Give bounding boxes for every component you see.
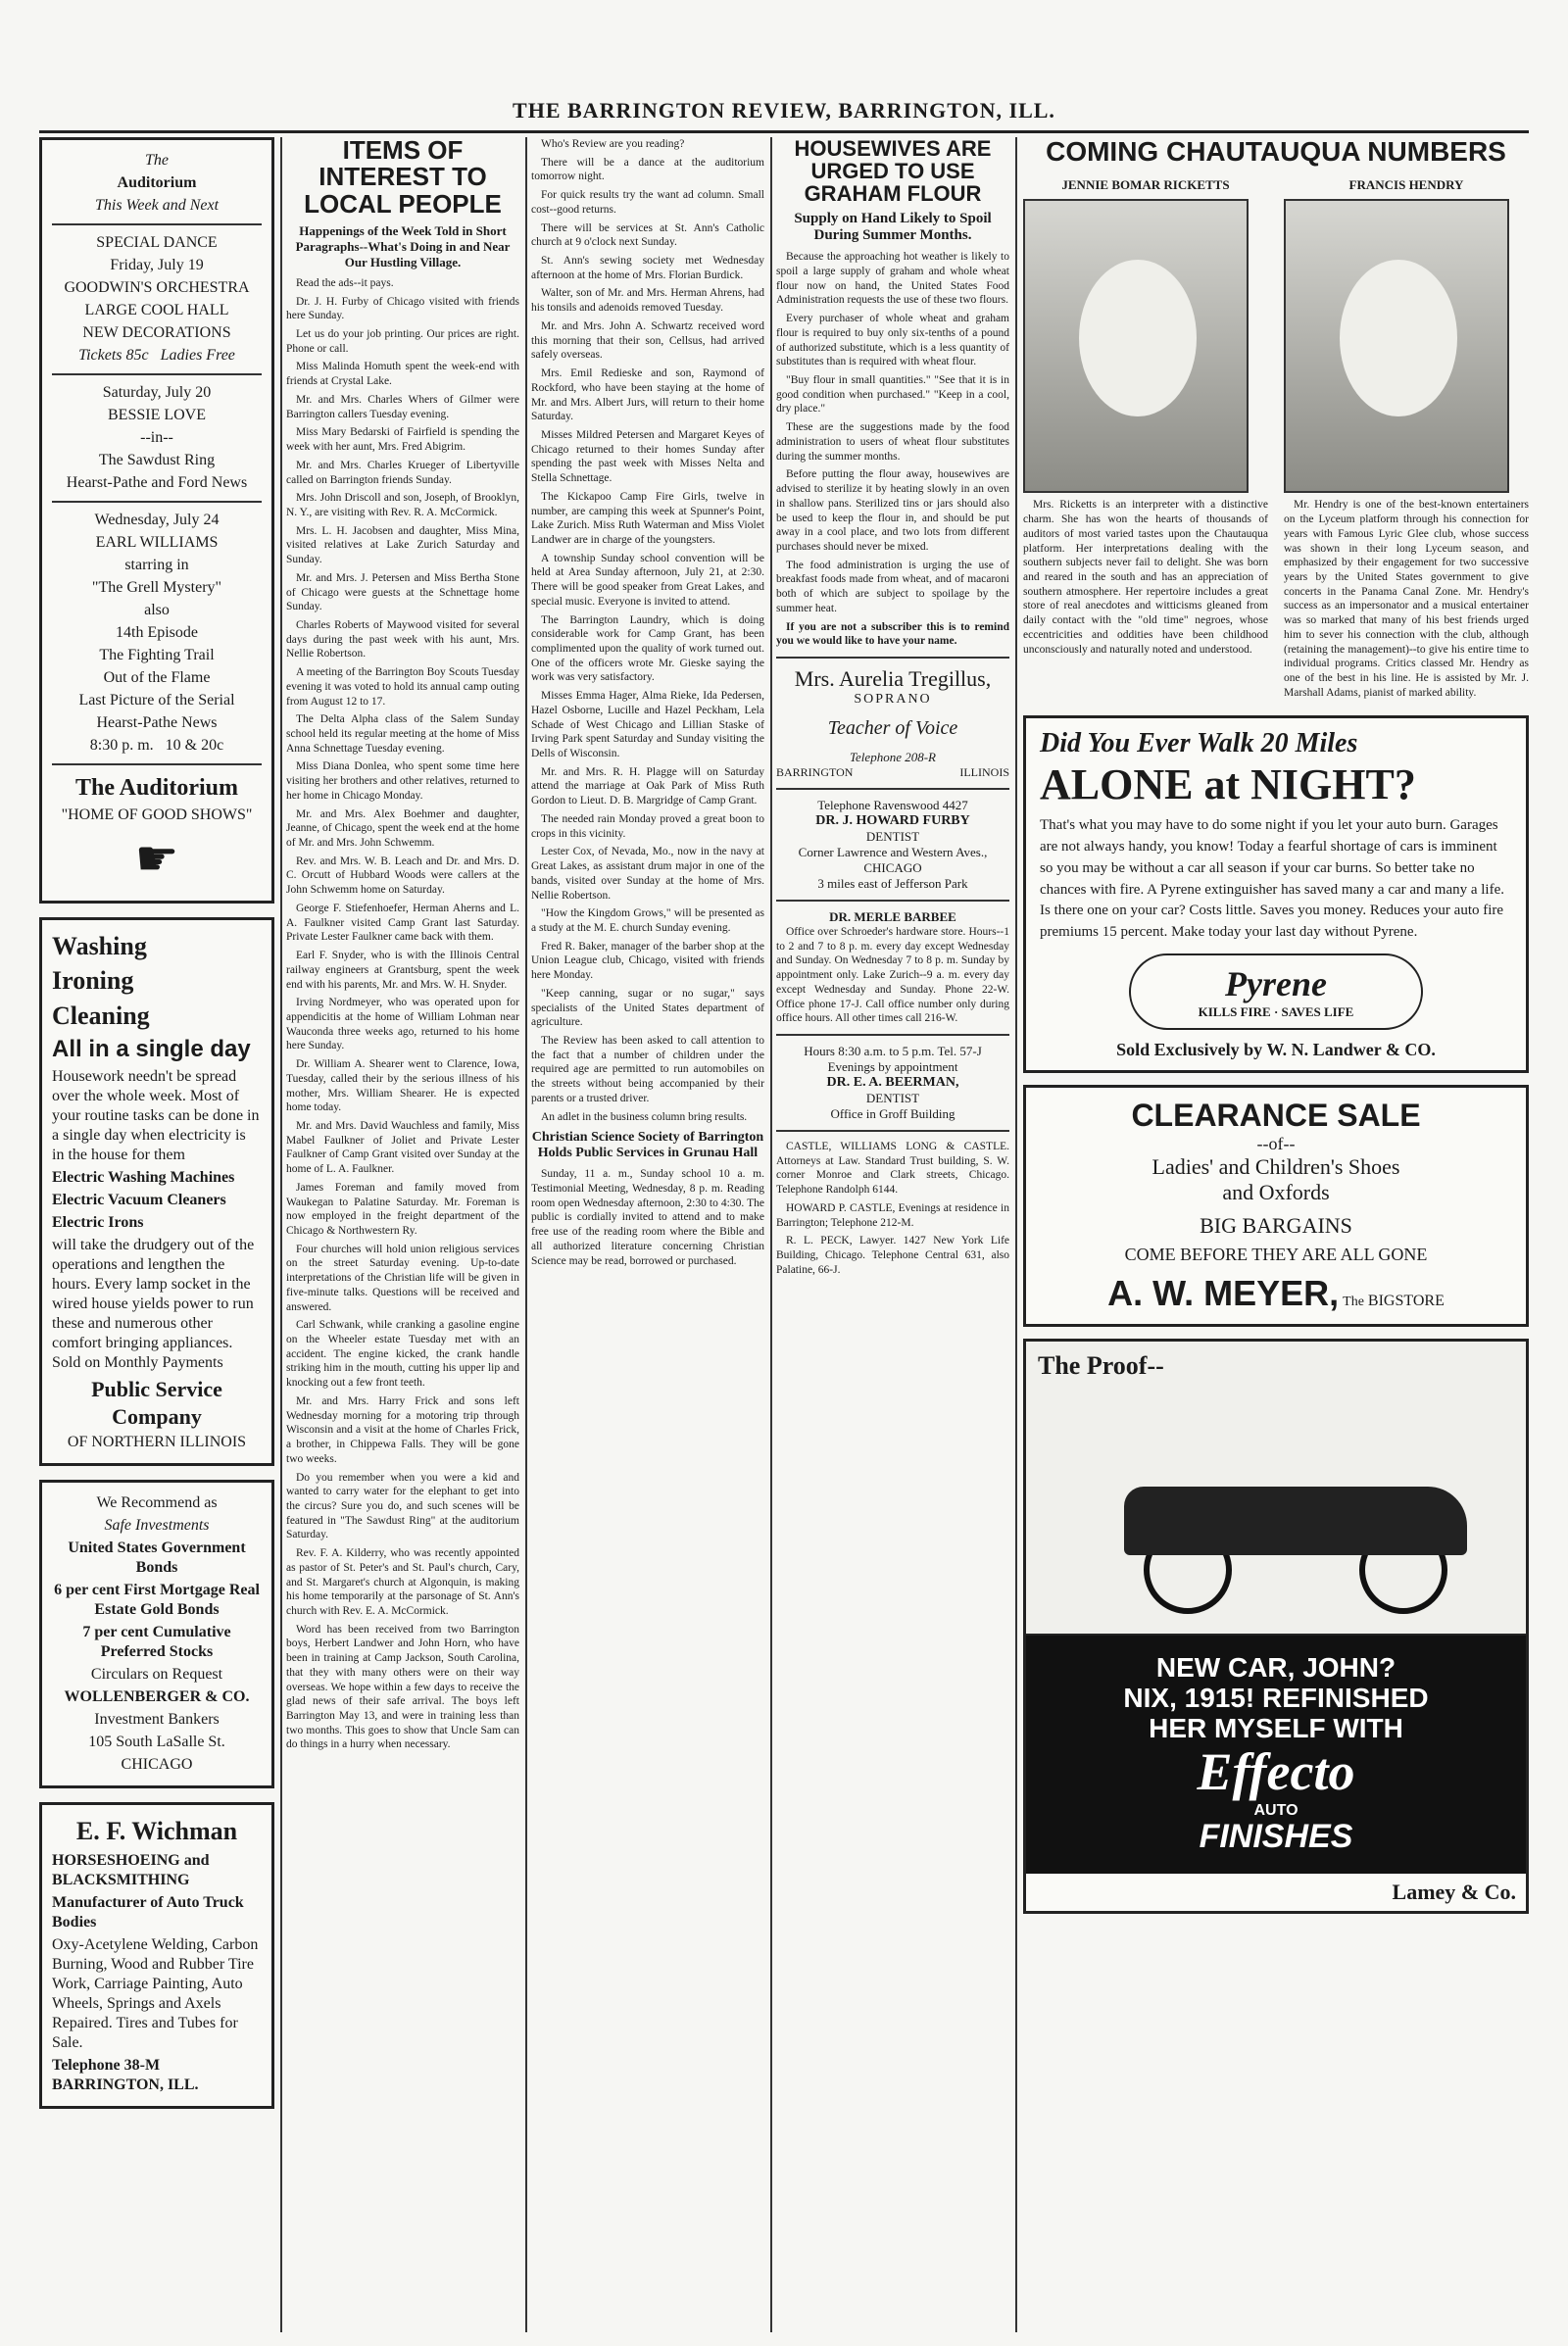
special-date: Friday, July 19: [110, 257, 204, 273]
furby-chicago: CHICAGO: [863, 859, 922, 875]
column-items: [286, 137, 519, 2332]
grell-mystery: "The Grell Mystery": [91, 579, 222, 596]
locals-paragraph: There will be services at St. Ann's Catholic church at 9 o'clock next Sunday.: [531, 221, 764, 249]
cs-headline: Christian Science Society of Barrington Holds Public Services in Grunau Hall: [531, 1130, 764, 1161]
wednesday-date: Wednesday, July 24: [94, 512, 220, 528]
items-paragraph: Mr. and Mrs. J. Petersen and Miss Bertha Stone of Chicago were guests at the Schnettage home Sunday.: [286, 571, 519, 613]
invest-ad: [39, 1480, 274, 1788]
beerman: DR. E. A. BEERMAN,: [826, 1075, 959, 1090]
locals-paragraph: "How the Kingdom Grows," will be presented as a study at the M. E. church Sunday evening.: [531, 907, 764, 934]
starring: starring in: [124, 557, 189, 573]
wichman-l2: Manufacturer of Auto Truck Bodies: [52, 1893, 244, 1931]
barbee: DR. MERLE BARBEE: [829, 908, 956, 924]
electric-vacuum: Electric Vacuum Cleaners: [52, 1192, 226, 1208]
column-flour: [776, 137, 1009, 2332]
show-time: 8:30 p. m.: [89, 737, 154, 754]
items-paragraph: Mr. and Mrs. Alex Boehmer and daughter, Jeanne, of Chicago, spent the week end at the home of Mr. and Mrs. John Schwemm.: [286, 807, 519, 850]
locals-paragraph: Misses Mildred Petersen and Margaret Keyes of Chicago returned to their homes Sunday after spending the past week with Misses Nelta and Stella Schnettage.: [531, 428, 764, 485]
castle-2: HOWARD P. CASTLE, Evenings at residence in Barrington; Telephone 212-M.: [776, 1201, 1009, 1229]
column-ads-left: [39, 137, 274, 2332]
washing-body-2: will take the drudgery out of the operations and lengthen the hours. Every lamp socket in the wired house yields power to run these and numerous other comfort bringing appliances. Sold on Monthly Payments: [52, 1237, 255, 1371]
flour-paragraph: Before putting the flour away, housewives are advised to sterilize it by heating slowly in an oven in shallow pans. Sterilized tins or jars should also be used to keep the flour in, and should be put away in a cool place, and two lots from different purchases should never be mixed.: [776, 468, 1009, 553]
masthead: THE BARRINGTON REVIEW, BARRINGTON, ILL.: [39, 98, 1529, 133]
flour-subhead: Supply on Hand Likely to Spoil During Summer Months.: [794, 211, 992, 244]
items-paragraph: Mr. and Mrs. Charles Whers of Gilmer were Barrington callers Tuesday evening.: [286, 393, 519, 420]
locals-paragraph: Walter, son of Mr. and Mrs. Herman Ahrens, had his tonsils and adenoids removed Tuesday.: [531, 287, 764, 315]
pyrene-body: That's what you may have to do some night if you let your auto burn. Garages are not always handy, you know! Today a fearful shortage of cars is imminent so you may be without a car all season if your car burns. So better take no chances with fire. A Pyrene extinguisher has saved many a car and many a life. Is there one on your car? Costs little. Saves you money. Reduces your auto fire premiums 15 percent. Make today your last day without Pyrene.: [1040, 817, 1505, 941]
items-paragraph: James Foreman and family moved from Waukegan to Palatine Saturday. Mr. Foreman is now employed in the freight department of the Chicago & Northwestern Ry.: [286, 1181, 519, 1238]
furby: DR. J. HOWARD FURBY: [815, 812, 970, 828]
bessie-love: BESSIE LOVE: [108, 407, 206, 423]
items-paragraph: Miss Mary Bedarski of Fairfield is spending the week with her aunt, Mrs. Fred Abigrim.: [286, 426, 519, 454]
the-proof: The Proof--: [1038, 1350, 1164, 1380]
cool-hall: LARGE COOL HALL: [84, 302, 229, 318]
invest-l2: Safe Investments: [104, 1517, 210, 1534]
subscriber-notice: If you are not a subscriber this is to remind you we would like to have your name.: [776, 620, 1009, 648]
ironing: Ironing: [52, 966, 134, 995]
items-paragraph: Mr. and Mrs. Harry Frick and sons left Wednesday morning for a motoring trip through Wisconsin and a visit at the home of Charles Frick, a brother, in Chippewa Falls. They will be gone two weeks.: [286, 1394, 519, 1465]
decorations: NEW DECORATIONS: [82, 324, 231, 341]
items-paragraph: Miss Malinda Homuth spent the week-end with friends at Crystal Lake.: [286, 361, 519, 388]
ricketts-name: JENNIE BOMAR RICKETTS: [1061, 177, 1230, 193]
locals-paragraph: Who's Review are you reading?: [541, 138, 685, 150]
effecto-l2: NIX, 1915! REFINISHED: [1123, 1682, 1429, 1713]
special-dance: SPECIAL DANCE: [96, 234, 218, 251]
furby-addr: Corner Lawrence and Western Aves.,: [798, 844, 988, 859]
bigstore: BIGSTORE: [1367, 1292, 1445, 1309]
locals-paragraph: The needed rain Monday proved a great boon to crops in this vicinity.: [531, 812, 764, 840]
beerman-office: Office in Groff Building: [830, 1106, 956, 1121]
beerman-dentist: DENTIST: [865, 1091, 920, 1105]
single-day: All in a single day: [52, 1036, 251, 1062]
locals-paragraph: Mrs. Emil Redieske and son, Raymond of Rockford, who have been staying at the home of Mr. and Mrs. Albert Jurs, will return to their home Saturday.: [531, 367, 764, 423]
wichman-ad: [39, 1802, 274, 2109]
public-service: Public Service Company: [91, 1377, 222, 1429]
also: also: [144, 602, 170, 618]
pyrene-sold: Sold Exclusively by W. N. Landwer & CO.: [1116, 1039, 1436, 1059]
locals-paragraph: There will be a dance at the auditorium tomorrow night.: [531, 156, 764, 183]
in-text: --in--: [140, 429, 173, 446]
furby-dentist: DENTIST: [865, 828, 920, 844]
invest-l7: WOLLENBERGER & CO.: [64, 1688, 250, 1705]
items-paragraph: Rev. F. A. Kilderry, who was recently appointed as pastor of St. Peter's and St. Paul's church, Cary, and St. Margaret's church at Algonquin, is making his home temporarily at the parsonage of St. Ann's church with Rev. E. A. McCormick.: [286, 1547, 519, 1617]
items-paragraph: Mrs. L. H. Jacobsen and daughter, Miss Mina, visited relatives at Lake Zurich Saturday and Sunday.: [286, 524, 519, 566]
invest-l9: 105 South LaSalle St.: [88, 1734, 225, 1750]
big-bargains: BIG BARGAINS: [1200, 1212, 1352, 1238]
items-paragraph: Do you remember when you were a kid and wanted to carry water for the elephant to get into the circus? Sure you do, and such scenes will be featured in "The Sawdust Ring" at the auditorium Saturday.: [286, 1471, 519, 1541]
chautauqua-headline: COMING CHAUTAUQUA NUMBERS: [1046, 137, 1506, 167]
ricketts-body: Mrs. Ricketts is an interpreter with a distinctive charm. She has won the hearts of thousands of auditors of most varied tastes upon the Chautauqua platform. Her interpretations dealing with the southern subjects never fail to delight. She was born and reared in the south and has an appreciation of southern atmosphere. Her repertoire includes a great store of real anecdotes and witticisms gleaned from daily contact with the "old time" negroes, whose eccentricities and oddities have been childhood unconsciously and naturally noted and understood.: [1023, 499, 1268, 656]
castle: CASTLE, WILLIAMS LONG & CASTLE. Attorneys at Law. Standard Trust building, S. W. corner Monroe and Clark streets, Chicago. Telephone Randolph 6144.: [776, 1141, 1009, 1197]
hendry-portrait: [1284, 199, 1509, 493]
wichman-l4: Telephone 38-M BARRINGTON, ILL.: [52, 2056, 199, 2093]
washing-body: Housework needn't be spread over the whole week. Most of your routine tasks can be done in a single day when electricity is in the house for them: [52, 1068, 260, 1163]
meyer-l2: and Oxfords: [1222, 1179, 1330, 1204]
wichman-l3: Oxy-Acetylene Welding, Carbon Burning, Wood and Rubber Tire Work, Carriage Painting, Auto Wheels, Springs and Axels Repaired. Tires and Tubes for Sale.: [52, 1935, 259, 2051]
items-paragraph: Mrs. John Driscoll and son, Joseph, of Brooklyn, N. Y., are visiting with Rev. R. A. McCormick.: [286, 492, 519, 518]
tregillus: Mrs. Aurelia Tregillus,: [794, 665, 992, 691]
northern-illinois: OF NORTHERN ILLINOIS: [67, 1434, 247, 1450]
town: BARRINGTON: [776, 764, 854, 779]
car-illustration: [1026, 1342, 1526, 1636]
meyer-name: A. W. MEYER,: [1107, 1272, 1340, 1313]
items-paragraph: Miss Diana Donlea, who spent some time here visiting her brothers and other relatives, returned to her home in Chicago Monday.: [286, 760, 519, 802]
auditorium-week: This Week and Next: [94, 197, 220, 214]
beerman-evenings: Evenings by appointment: [827, 1059, 958, 1074]
washing-ad: [39, 917, 274, 1467]
pyrene-ad: Did You Ever Walk 20 Miles ALONE at NIGHT? That's what you may have to do some night if you let your auto burn. Garages are not always handy, you know! Today a fearful shortage of cars is imminent so you may be without a car all season if your car burns. So better take no chances with fire. A Pyrene extinguisher has saved many a car and many a life. Is there one on your car? Costs little. Saves you money. Reduces your auto fire premiums 15 percent. Make today your last day without Pyrene. Pyrene KILLS FIRE · SAVES LIFE Sold Exclusively by W. N. Landwer & CO.: [1023, 715, 1529, 1073]
orchestra: GOODWIN'S ORCHESTRA: [64, 279, 250, 296]
invest-l3: United States Government Bonds: [68, 1540, 246, 1576]
flour-body: [776, 250, 1009, 615]
hendry-name: FRANCIS HENDRY: [1348, 177, 1464, 193]
locals-paragraph: Misses Emma Hager, Alma Rieke, Ida Pedersen, Hazel Osborne, Lucille and Hazel Peckham, Lela Schade of West Chicago and Lillian Staske of Irving Park spent Saturday and Sunday visiting the Dells of Wisconsin.: [531, 690, 764, 760]
lamey: Lamey & Co.: [1392, 1879, 1516, 1904]
furby-dist: 3 miles east of Jefferson Park: [817, 875, 968, 891]
invest-l6: Circulars on Request: [90, 1666, 223, 1683]
items-paragraph: Mr. and Mrs. Charles Krueger of Libertyville called on Barrington friends Sunday.: [286, 459, 519, 486]
items-paragraph: Carl Schwank, while cranking a gasoline engine on the Wheeler estate Tuesday met with an accident. The engine kicked, the crank handle striking him in the mouth, cutting his upper lip and knocking out a few front teeth.: [286, 1319, 519, 1390]
locals-paragraph: The Kickapoo Camp Fire Girls, twelve in number, are camping this week at Spunner's Point, Lake Zurich. Miss Ruth Waterman and Miss Violet Landwer are in charge of the youngsters.: [531, 490, 764, 546]
cards: [776, 666, 1009, 1278]
locals-paragraph: St. Ann's sewing society met Wednesday afternoon at the home of Mrs. Florian Burdick.: [531, 255, 764, 281]
effecto-l3: HER MYSELF WITH: [1149, 1712, 1403, 1743]
items-paragraph: Four churches will hold union religious services on the street Saturday evening. Up-to-date interpretations of the Christian life will be given in five-minute talks. Questions will be received and answered.: [286, 1243, 519, 1313]
flame: Out of the Flame: [103, 669, 211, 686]
locals-paragraph: Mr. and Mrs. R. H. Plagge will on Saturday attend the marriage at Oak Park of Miss Ruth Gordon to Lieut. D. B. Margridge of Camp Grant.: [531, 765, 764, 807]
beerman-hours: Hours 8:30 a.m. to 5 p.m. Tel. 57-J: [804, 1044, 982, 1058]
locals-body: [531, 137, 764, 1124]
fighting-trail: The Fighting Trail: [99, 647, 215, 663]
items-paragraph: A meeting of the Barrington Boy Scouts Tuesday evening it was voted to hold its annual camp outing from August 12 to 17.: [286, 666, 519, 708]
ricketts-portrait: [1023, 199, 1249, 493]
effecto-brand: Effecto: [1197, 1742, 1355, 1802]
locals-paragraph: "Keep canning, sugar or no sugar," says specialists of the United States department of agriculture.: [531, 987, 764, 1029]
hand-icon: ☛: [134, 831, 179, 886]
effecto-l1: NEW CAR, JOHN?: [1155, 1651, 1396, 1683]
auditorium-footer: The Auditorium: [74, 775, 239, 801]
auditorium-footer-sub: "HOME OF GOOD SHOWS": [61, 806, 253, 823]
invest-l4: 6 per cent First Mortgage Real Estate Gold Bonds: [54, 1582, 260, 1618]
items-subhead: Happenings of the Week Told in Short Paragraphs--What's Doing in and Near Our Hustling Village.: [295, 222, 511, 269]
items-paragraph: Let us do your job printing. Our prices are right. Phone or call.: [286, 328, 519, 355]
tregillus-tel: Telephone 208-R: [850, 749, 936, 764]
peck: R. L. PECK, Lawyer. 1427 New York Life Building, Chicago. Telephone Central 631, also Palatine, 66-J.: [776, 1235, 1009, 1276]
items-headline: ITEMS OF INTEREST TO LOCAL PEOPLE: [304, 137, 502, 219]
invest-l10: CHICAGO: [121, 1756, 193, 1773]
kills-fire: KILLS FIRE: [1198, 1003, 1271, 1019]
locals-paragraph: Lester Cox, of Nevada, Mo., now in the navy at Great Lakes, as assistant drum major in one of the bands, visited over Sunday at the home of Mrs. Nellie Robertson.: [531, 846, 764, 902]
items-paragraph: Irving Nordmeyer, who was operated upon for appendicitis at the home of William Lohman near Wauconda three weeks ago, returned to his home here Sunday.: [286, 997, 519, 1052]
invest-l5: 7 per cent Cumulative Preferred Stocks: [82, 1624, 231, 1660]
saturday-date: Saturday, July 20: [102, 384, 212, 401]
cs-body: Sunday, 11 a. m., Sunday school 10 a. m. Testimonial Meeting, Wednesday, 8 p. m. Reading room open Wednesday afternoon, 2:30 to 4:30. The public is cordially invited to attend and to make free use of the reading room where the Bible and all authorized literature concerning Christian Science may be read, borrowed or purchased.: [531, 1168, 764, 1267]
electric-washing: Electric Washing Machines: [52, 1169, 235, 1186]
flour-paragraph: The food administration is urging the use of breakfast foods made from wheat, and of macaroni both of which are subject to spoilage by the summer heat.: [776, 559, 1009, 614]
barbee-body: Office over Schroeder's hardware store. Hours--1 to 2 and 7 to 8 p. m. every day except Wednesday and Sunday. On Wednesday 7 to 8 p. m. Sunday by appointment only. Lake Zurich--9 a. m. every day except Wednesday and Sunday. Phone 22-W. Office phone 17-J. Call office number only during office hours. All other times call 216-W.: [776, 925, 1009, 1025]
tickets: Tickets 85c: [78, 347, 149, 364]
last-picture: Last Picture of the Serial: [78, 692, 235, 709]
locals-paragraph: The Review has been asked to call attention to the fact that a number of children under the required age are permitted to run automobiles on the streets without being accompanied by their parents or a trusted driver.: [531, 1034, 764, 1104]
come-before: COME BEFORE THEY ARE ALL GONE: [1124, 1244, 1428, 1264]
pyrene-head-1: Did You Ever Walk 20 Miles: [1040, 728, 1358, 759]
meyer-of: --of--: [1256, 1133, 1296, 1153]
auditorium-ad: [39, 137, 274, 904]
meyer-ad: [1023, 1085, 1529, 1327]
washing: Washing: [52, 931, 147, 960]
show-price: 10 & 20c: [165, 737, 224, 754]
pyrene-head-2: ALONE at NIGHT?: [1040, 760, 1416, 809]
flour-paragraph: These are the suggestions made by the food administration to users of wheat flour substitutes during the summer months.: [776, 421, 1009, 463]
sawdust-ring: The Sawdust Ring: [98, 452, 216, 468]
items-paragraph: Rev. and Mrs. W. B. Leach and Dr. and Mrs. D. C. Orcutt of Hubbard Woods were callers at the John Schwemm home on Saturday.: [286, 855, 519, 897]
saves-life: SAVES LIFE: [1281, 1003, 1354, 1019]
flour-headline: HOUSEWIVES ARE URGED TO USE GRAHAM FLOUR: [794, 137, 992, 207]
locals-paragraph: For quick results try the want ad column. Small cost--good returns.: [531, 189, 764, 216]
episode: 14th Episode: [116, 624, 198, 641]
locals-paragraph: Fred R. Baker, manager of the barber shop at the Union League club, Chicago, visited with friends here Monday.: [531, 940, 764, 982]
locals-paragraph: The Barrington Laundry, which is doing considerable work for Camp Grant, has been complimented upon the quality of work turned out. One of the officers wrote Mr. Gieske saying the work was very satisfactory.: [531, 613, 764, 684]
auditorium-the: The: [145, 152, 169, 169]
auditorium-name: Auditorium: [117, 174, 197, 191]
items-paragraph: Mr. and Mrs. David Wauchless and family, Miss Mabel Faulkner of Joliet and Private Lester Faulkner of Camp Grant visited over Sunday at the home of L. A. Faulkner.: [286, 1119, 519, 1176]
flour-paragraph: "Buy flour in small quantities." "See that it is in good condition when purchased." "Keep in a cool, dry place.": [776, 374, 1009, 415]
ladies-free: Ladies Free: [160, 347, 235, 364]
invest-l1: We Recommend as: [96, 1494, 218, 1511]
meyer-l1: Ladies' and Children's Shoes: [1152, 1153, 1400, 1179]
locals-paragraph: A township Sunday school convention will be held at Area Sunday afternoon, July 21, at 2:30. There will be good speaker from Great Lakes, and special music. Everyone is invited to attend.: [531, 552, 764, 608]
effecto-finishes: FINISHES: [1199, 1818, 1353, 1856]
column-locals: [531, 137, 764, 2332]
flour-paragraph: Every purchaser of whole wheat and graham flour is required to buy only six-tenths of a pound of authorized substitute, which is a less quantity of substitutes than is required with wheat flour.: [776, 313, 1009, 368]
locals-paragraph: Mr. and Mrs. John A. Schwartz received word this morning that their son, Cellsus, had arrived safely overseas.: [531, 319, 764, 362]
meyer-the: The: [1343, 1294, 1364, 1309]
items-paragraph: Dr. J. H. Furby of Chicago visited with friends here Sunday.: [286, 295, 519, 322]
teacher-voice: Teacher of Voice: [827, 716, 958, 739]
items-paragraph: George F. Stiefenhoefer, Herman Aherns and L. A. Faulkner visited Camp Grant last Saturday. Private Lester Faulkner came back with them.: [286, 902, 519, 944]
furby-tel: Telephone Ravenswood 4427: [817, 797, 968, 812]
cleaning: Cleaning: [52, 1001, 150, 1030]
hearst-pathe-2: Hearst-Pathe News: [96, 714, 218, 731]
wichman-name: E. F. Wichman: [75, 1817, 238, 1845]
column-right: [1023, 137, 1529, 2332]
items-paragraph: Read the ads--it pays.: [296, 276, 394, 289]
items-paragraph: Earl F. Snyder, who is with the Illinois Central railway engineers at Grantsburg, spent the week end with his parents, Mr. and Mrs. W. H. Snyder.: [286, 950, 519, 991]
hearst-pathe: Hearst-Pathe and Ford News: [66, 474, 248, 491]
effecto-auto: AUTO: [1253, 1801, 1298, 1819]
pyrene-logo: Pyrene: [1225, 963, 1327, 1003]
clearance-sale: CLEARANCE SALE: [1131, 1097, 1421, 1133]
electric-irons: Electric Irons: [52, 1214, 144, 1231]
items-paragraph: The Delta Alpha class of the Salem Sunday school held its regular meeting at the home of Miss Anna Schnettage Tuesday evening.: [286, 713, 519, 755]
hendry-body: Mr. Hendry is one of the best-known entertainers on the Lyceum platform through his connection for years with Famous Lyric Glee club, whose success was shown in their long Lyceum season, and emphasized by their engagement for two successive years by the United States government to give concerts in the Panama Canal Zone. Mr. Hendry's success as an impersonator and a musical entertainer was so marked that many of his best friends urged him to sever his connection with the club, although (retaining the management)--to give his entire time to individual programs. Critics classed Mr. Hendry as one of the best in his line. He is assisted by Mr. J. Marshall Adams, pianist of marked ability.: [1284, 499, 1529, 699]
wichman-l1: HORSESHOEING and BLACKSMITHING: [52, 1851, 210, 1888]
earl-williams: EARL WILLIAMS: [95, 534, 219, 551]
effecto-ad: [1023, 1339, 1529, 1914]
soprano: SOPRANO: [854, 691, 932, 707]
items-paragraph: Charles Roberts of Maywood visited for several days during the past week with his aunt, Mrs. Nellie Robertson.: [286, 618, 519, 660]
items-paragraph: Dr. William A. Shearer went to Clarence, Iowa, Tuesday, called their by the serious illness of his mother, Mrs. William Shearer. He is expected home today.: [286, 1058, 519, 1114]
items-body: [286, 276, 519, 1752]
flour-paragraph: Because the approaching hot weather is likely to spoil a large supply of graham and whole wheat flour now on hand, the United States Food Administration requests the use of these two flours.: [776, 251, 1009, 307]
invest-l8: Investment Bankers: [94, 1711, 220, 1728]
state: ILLINOIS: [959, 764, 1009, 779]
items-paragraph: Word has been received from two Barrington boys, Herbert Landwer and John Horn, who have been in training at Camp Jackson, South Carolina, that they with many others were on their way overseas. We hope within a few days to receive the glad news of their safe arrival. The boys left Barrington May 13, and were in training less than two months. This goes to show that Uncle Sam can do things in a hurry when necessary.: [286, 1623, 519, 1751]
locals-paragraph: An adlet in the business column bring results.: [541, 1110, 748, 1123]
